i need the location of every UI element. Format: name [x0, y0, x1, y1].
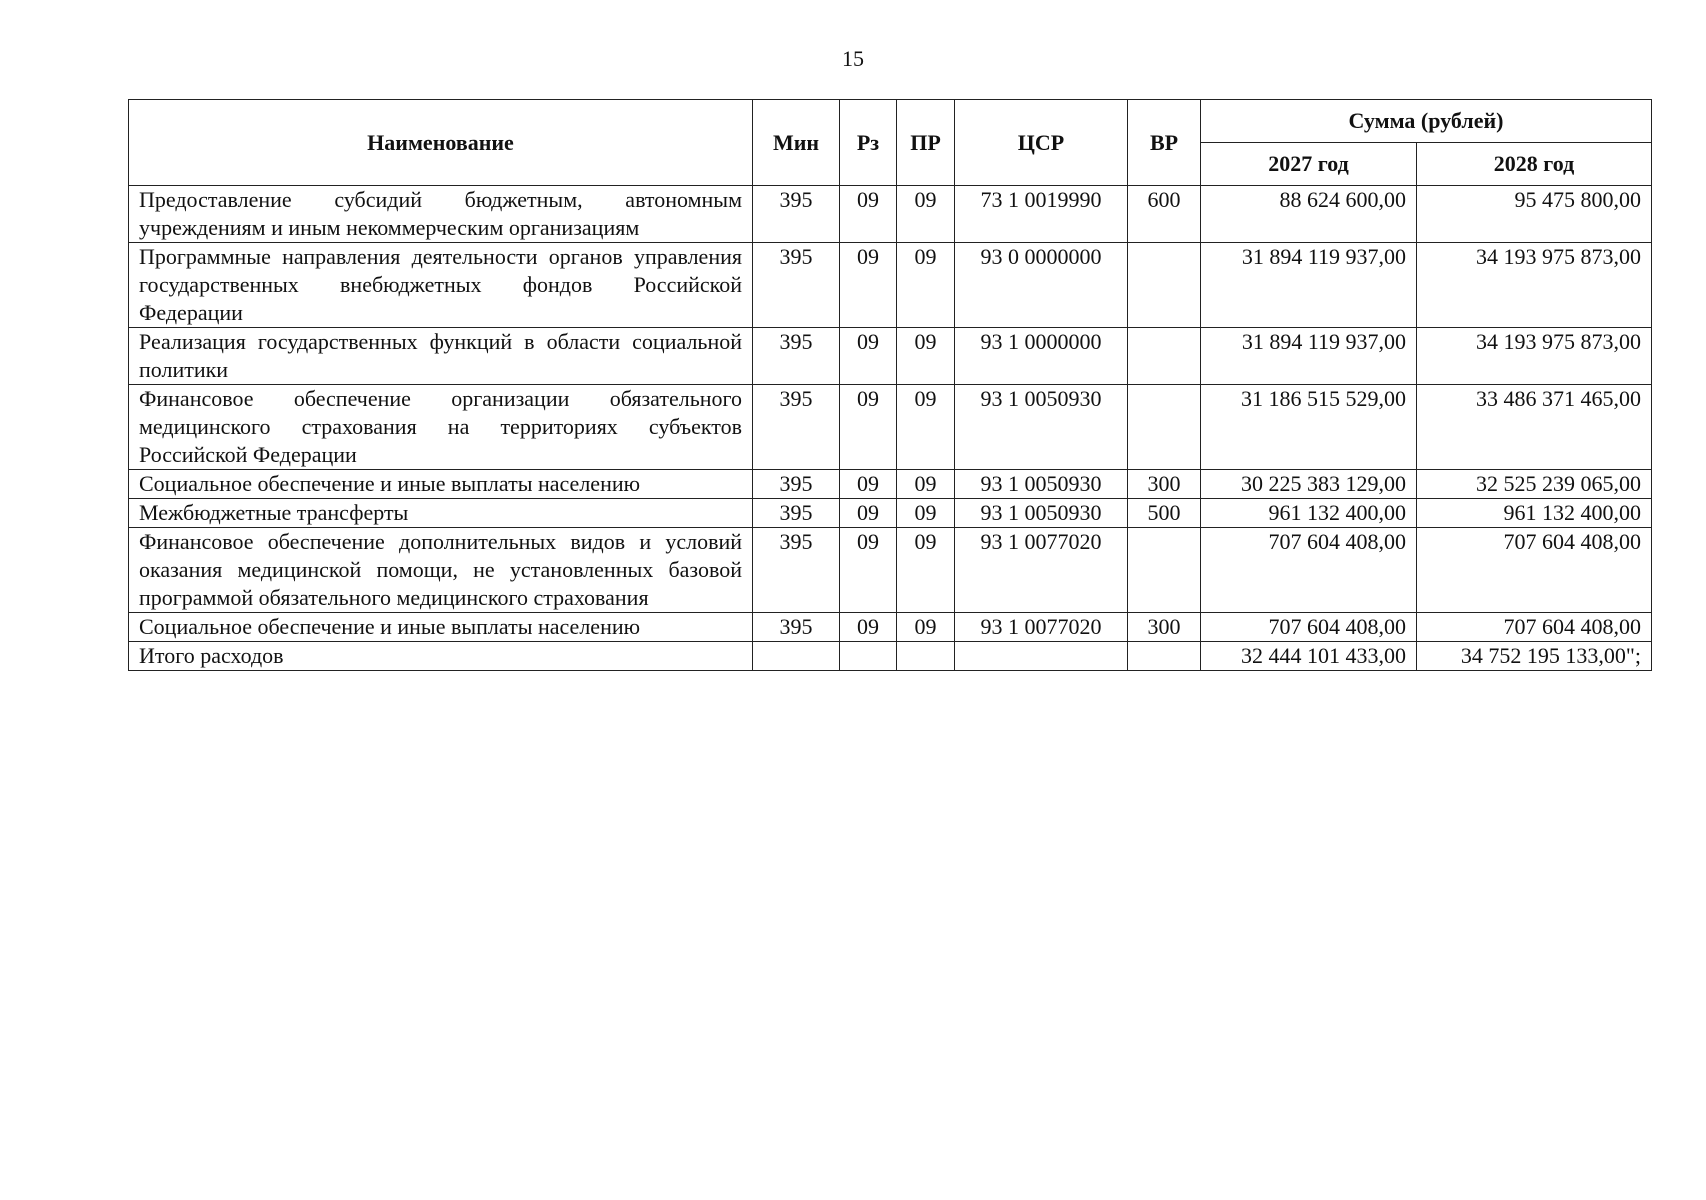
table-row: [129, 186, 1652, 243]
cell-amount-2027: 32 444 101 433,00: [1201, 642, 1417, 671]
cell-min: 395: [753, 528, 840, 613]
cell-rz: [840, 642, 897, 671]
cell-name: Социальное обеспечение и иные выплаты населению: [129, 470, 753, 499]
cell-min: 395: [753, 470, 840, 499]
cell-rz: 09: [840, 499, 897, 528]
cell-amount-2027: 707 604 408,00: [1201, 528, 1417, 613]
header-pr: ПР: [897, 100, 955, 186]
cell-name: Реализация государственных функций в области социальной политики: [129, 328, 753, 385]
cell-vr: 300: [1128, 613, 1201, 642]
cell-pr: 09: [897, 385, 955, 470]
cell-csr: 93 1 0050930: [955, 385, 1128, 470]
cell-amount-2027: 31 894 119 937,00: [1201, 243, 1417, 328]
cell-vr: [1128, 328, 1201, 385]
cell-name: Финансовое обеспечение дополнительных видов и условий оказания медицинской помощи, не установленных базовой программой обязательного медицинского страхования: [129, 528, 753, 613]
cell-min: 395: [753, 613, 840, 642]
table-row: [129, 642, 1652, 671]
cell-csr: 93 1 0000000: [955, 328, 1128, 385]
cell-name: Программные направления деятельности органов управления государственных внебюджетных фондов Российской Федерации: [129, 243, 753, 328]
cell-vr: 600: [1128, 186, 1201, 243]
cell-amount-2027: 31 894 119 937,00: [1201, 328, 1417, 385]
cell-name: Итого расходов: [129, 642, 753, 671]
cell-csr: 93 1 0050930: [955, 470, 1128, 499]
header-year-2027: 2027 год: [1201, 143, 1417, 186]
cell-vr: 500: [1128, 499, 1201, 528]
cell-csr: [955, 642, 1128, 671]
cell-amount-2027: 707 604 408,00: [1201, 613, 1417, 642]
cell-min: [753, 642, 840, 671]
cell-rz: 09: [840, 385, 897, 470]
cell-csr: 93 0 0000000: [955, 243, 1128, 328]
cell-pr: 09: [897, 470, 955, 499]
cell-amount-2027: 31 186 515 529,00: [1201, 385, 1417, 470]
cell-pr: 09: [897, 499, 955, 528]
cell-amount-2028: 33 486 371 465,00: [1417, 385, 1652, 470]
cell-csr: 73 1 0019990: [955, 186, 1128, 243]
table-header: [129, 100, 1652, 186]
cell-amount-2028: 707 604 408,00: [1417, 528, 1652, 613]
cell-vr: [1128, 243, 1201, 328]
table-row: [129, 385, 1652, 470]
table-row: [129, 613, 1652, 642]
cell-min: 395: [753, 385, 840, 470]
cell-amount-2028: 95 475 800,00: [1417, 186, 1652, 243]
cell-rz: 09: [840, 243, 897, 328]
cell-vr: [1128, 642, 1201, 671]
cell-name: Социальное обеспечение и иные выплаты населению: [129, 613, 753, 642]
header-year-2028: 2028 год: [1417, 143, 1652, 186]
table-body: [129, 186, 1652, 671]
cell-amount-2027: 961 132 400,00: [1201, 499, 1417, 528]
cell-amount-2028: 34 752 195 133,00";: [1417, 642, 1652, 671]
cell-rz: 09: [840, 328, 897, 385]
table-row: [129, 328, 1652, 385]
cell-rz: 09: [840, 470, 897, 499]
cell-pr: 09: [897, 243, 955, 328]
cell-csr: 93 1 0077020: [955, 613, 1128, 642]
cell-pr: 09: [897, 328, 955, 385]
cell-pr: 09: [897, 613, 955, 642]
header-min: Мин: [753, 100, 840, 186]
cell-amount-2028: 32 525 239 065,00: [1417, 470, 1652, 499]
page-number: 15: [842, 46, 864, 71]
cell-vr: [1128, 385, 1201, 470]
cell-rz: 09: [840, 613, 897, 642]
cell-vr: 300: [1128, 470, 1201, 499]
header-name: Наименование: [129, 100, 753, 186]
cell-min: 395: [753, 243, 840, 328]
cell-amount-2028: 961 132 400,00: [1417, 499, 1652, 528]
budget-table: [128, 99, 1652, 671]
table-row: [129, 499, 1652, 528]
cell-rz: 09: [840, 186, 897, 243]
cell-name: Предоставление субсидий бюджетным, автономным учреждениям и иным некоммерческим организациям: [129, 186, 753, 243]
cell-amount-2027: 30 225 383 129,00: [1201, 470, 1417, 499]
table-row: [129, 528, 1652, 613]
table-row: [129, 243, 1652, 328]
cell-min: 395: [753, 186, 840, 243]
cell-min: 395: [753, 499, 840, 528]
cell-csr: 93 1 0050930: [955, 499, 1128, 528]
header-sum: Сумма (рублей): [1201, 100, 1652, 143]
cell-pr: [897, 642, 955, 671]
cell-name: Финансовое обеспечение организации обязательного медицинского страхования на территориях субъектов Российской Федерации: [129, 385, 753, 470]
cell-amount-2028: 34 193 975 873,00: [1417, 243, 1652, 328]
cell-csr: 93 1 0077020: [955, 528, 1128, 613]
cell-name: Межбюджетные трансферты: [129, 499, 753, 528]
header-csr: ЦСР: [955, 100, 1128, 186]
cell-rz: 09: [840, 528, 897, 613]
cell-pr: 09: [897, 528, 955, 613]
cell-amount-2028: 34 193 975 873,00: [1417, 328, 1652, 385]
cell-amount-2027: 88 624 600,00: [1201, 186, 1417, 243]
cell-pr: 09: [897, 186, 955, 243]
header-rz: Рз: [840, 100, 897, 186]
cell-amount-2028: 707 604 408,00: [1417, 613, 1652, 642]
header-vr: ВР: [1128, 100, 1201, 186]
cell-min: 395: [753, 328, 840, 385]
table-row: [129, 470, 1652, 499]
cell-vr: [1128, 528, 1201, 613]
